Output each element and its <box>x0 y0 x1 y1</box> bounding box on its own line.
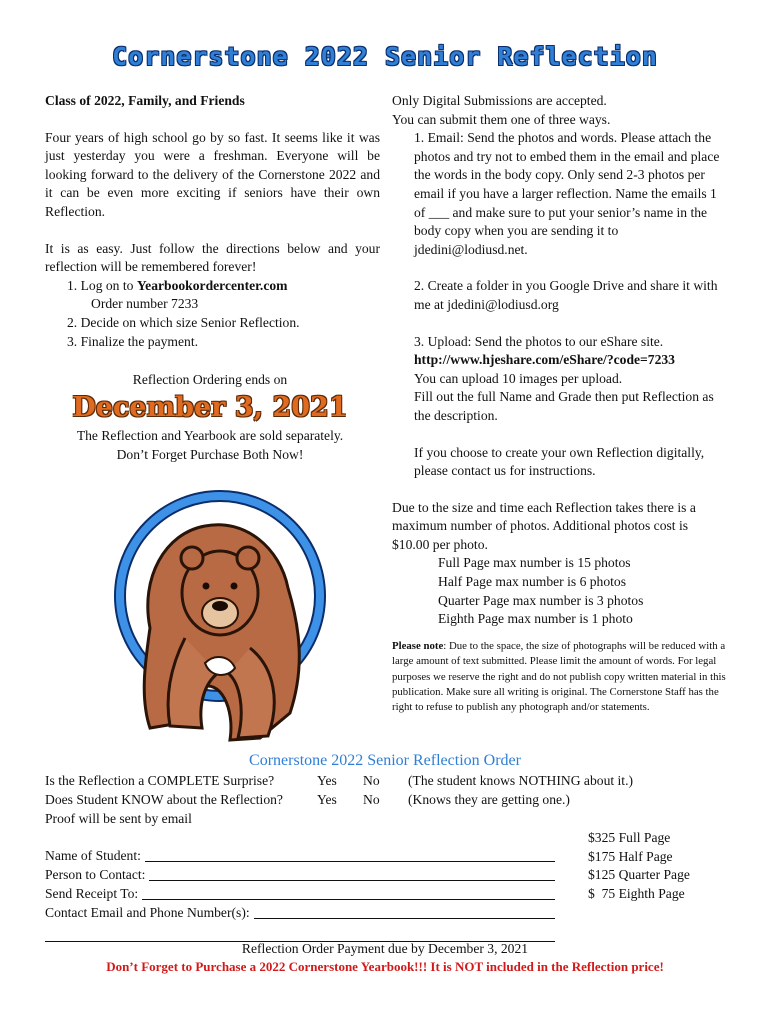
price-full-page: $325 Full Page <box>588 830 671 845</box>
greeting: Class of 2022, Family, and Friends <box>45 93 245 108</box>
order-fields <box>45 847 555 942</box>
order-site-link[interactable]: Yearbookordercenter.com <box>136 277 288 293</box>
order-number: Order number 7233 <box>91 296 199 312</box>
submit-way-drive: 2. Create a folder in you Google Drive and share it with me at jdedini@lodiusd.org <box>414 278 718 312</box>
bear-mascot-icon <box>110 478 340 748</box>
page-title: Cornerstone 2022 Senior Reflection <box>112 42 658 71</box>
order-form-title: Cornerstone 2022 Senior Reflection Order <box>249 752 521 769</box>
price-list <box>588 829 748 903</box>
know-yes[interactable]: Yes <box>317 792 337 807</box>
student-name-label: Name of Student: <box>45 848 141 863</box>
proof-note: Proof will be sent by email <box>45 811 192 826</box>
max-full-page: Full Page max number is 15 photos <box>438 555 631 571</box>
order-questions <box>45 772 745 829</box>
submission-intro: Only Digital Submissions are accepted. <box>392 93 607 108</box>
contact-person-field[interactable] <box>149 866 555 881</box>
deadline-date: December 3, 2021 <box>72 392 348 423</box>
know-no[interactable]: No <box>363 792 380 807</box>
step-1: 1. Log on to Yearbookordercenter.com <box>67 277 288 293</box>
surprise-yes[interactable]: Yes <box>317 773 337 788</box>
left-column <box>45 92 380 351</box>
price-quarter-page: $125 Quarter Page <box>588 867 690 883</box>
right-column: Only Digital Submissions are accepted. You can submit them one of three ways. 1. Email: Send the photos and words. Please attach the photos and try not to embed them in the email and place the words in the body copy. Only send 2-3 photos per email if you have a larger reflection. Name the emails 1 of ___ and make sure to put your senior’s name in the body copy when you are sending it to jdedini@lodiusd.net. 2. Create a folder in you Google Drive and share it with me at jdedini@lodiusd.org 3. Upload: Send the photos to our eShare site. http://www.hjeshare.com/eShare/?code=7233 You can upload 10 images per upload. Fill out the full Name and Grade then put Reflection as the description. If you choose to create your own Reflection digitally, please contact us for instructions. Due to the size and time each Reflection takes there is a maximum number of photos. Additional photos cost is $10.00 per photo. Full Page max number is 15 photos Half Page max number is 6 photos Quarter Page max number is 3 photos Eighth Page max number is 1 photo Please note: Due to the space, the size of photographs will be reduced with a large amount of text submitted. Please limit the amount of words. For legal purposes we reserve the right and do not publish copy written material in this publication. Make sure all writing is original. The Cornerstone Staff has the right to refuse to publish any photograph and/or statements. <box>392 92 727 716</box>
step-3: 3. Finalize the payment. <box>67 333 198 349</box>
surprise-no[interactable]: No <box>363 773 380 788</box>
step-2: 2. Decide on which size Senior Reflection. <box>67 314 300 330</box>
submit-way-email: 1. Email: Send the photos and words. Please attach the photos and try not to embed them in the email and place the words in the body copy. Only send 2-3 photos per email if you have a larger reflection. Name the emails 1 of ___ and make sure to put your senior’s name in the body copy when you are sending it to jdedini@lodiusd.net. <box>414 130 720 257</box>
yearbook-reminder: Don’t Forget to Purchase a 2022 Cornerstone Yearbook!!! It is NOT included in the Reflection price! <box>106 959 664 974</box>
ordering-ends-label: Reflection Ordering ends on <box>132 372 288 387</box>
student-name-field[interactable] <box>145 847 555 862</box>
price-half-page: $175 Half Page <box>588 848 673 864</box>
submit-way-eshare: 3. Upload: Send the photos to our eShare site. <box>414 333 664 349</box>
intro-paragraph: Four years of high school go by so fast. It seems like it was just yesterday you were a freshman. Everyone will be looking forward to the delivery of the Cornerstone 2022 and it can be even more exciting if seniors have their own Reflection. <box>45 129 380 219</box>
instructions-paragraph: It is as easy. Just follow the directions below and your reflection will be remembered forever! <box>45 240 380 275</box>
know-note: (Knows they are getting one.) <box>408 792 570 807</box>
max-half-page: Half Page max number is 6 photos <box>438 574 627 590</box>
contact-person-label: Person to Contact: <box>45 867 146 882</box>
know-question: Does Student KNOW about the Reflection? <box>45 792 283 807</box>
payment-due: Reflection Order Payment due by December 3, 2021 <box>241 941 529 956</box>
price-eighth-page: $ 75 Eighth Page <box>588 885 685 901</box>
contact-email-field[interactable] <box>254 904 555 919</box>
eshare-link[interactable]: http://www.hjeshare.com/eShare/?code=7233 <box>414 352 675 368</box>
sold-separately-note: The Reflection and Yearbook are sold separately. Don’t Forget Purchase Both Now! <box>76 428 344 462</box>
digital-note: If you choose to create your own Reflection digitally, please contact us for instructions. <box>414 444 705 479</box>
max-eighth-page: Eighth Page max number is 1 photo <box>438 611 633 627</box>
surprise-note: (The student knows NOTHING about it.) <box>408 773 634 788</box>
receipt-label: Send Receipt To: <box>45 886 139 901</box>
please-note: Please note: Due to the space, the size of photographs will be reduced with a large amount of text submitted. Please limit the amount of words. For legal purposes we reserve the right and do not publish copy written material in this publication. Make sure all writing is original. The Cornerstone Staff has the right to refuse to publish any photograph and/or statements. <box>392 639 726 714</box>
receipt-field[interactable] <box>142 885 555 900</box>
surprise-question: Is the Reflection a COMPLETE Surprise? <box>45 773 275 788</box>
photo-limits-paragraph: Due to the size and time each Reflection takes there is a maximum number of photos. Additional photos cost is $10.00 per photo. <box>392 499 696 552</box>
contact-email-label: Contact Email and Phone Number(s): <box>45 905 250 920</box>
max-quarter-page: Quarter Page max number is 3 photos <box>438 592 644 608</box>
